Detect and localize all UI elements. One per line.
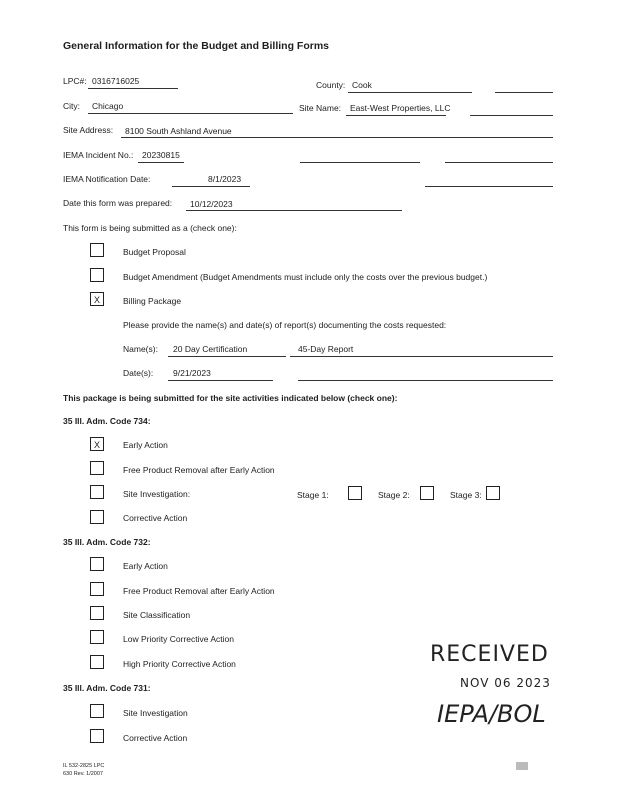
code732-high-priority-checkbox[interactable] [90, 655, 104, 669]
agency-stamp: IEPA/BOL [437, 700, 546, 728]
stage1-label: Stage 1: [297, 490, 329, 500]
prepared-line [186, 210, 402, 211]
incident-label: IEMA Incident No.: [63, 150, 134, 160]
county-value[interactable]: Cook [352, 80, 372, 90]
date1-line [168, 380, 273, 381]
names-label: Name(s): [123, 344, 158, 354]
site-name-label: Site Name: [299, 103, 342, 113]
code732-low-priority-checkbox[interactable] [90, 630, 104, 644]
code734-early-action-label: Early Action [123, 440, 168, 450]
city-label: City: [63, 101, 80, 111]
notification-extra-line [425, 186, 553, 187]
submitted-label: This form is being submitted as a (check one): [63, 223, 237, 233]
lpc-label: LPC#: [63, 76, 87, 86]
footer-revision: 630 Rev. 1/2007 [63, 771, 103, 777]
date1-value[interactable]: 9/21/2023 [173, 368, 211, 378]
received-stamp: RECEIVED [430, 642, 549, 667]
lpc-line [88, 88, 178, 89]
code731-site-investigation-checkbox[interactable] [90, 704, 104, 718]
site-address-line [121, 137, 553, 138]
code732-site-classification-label: Site Classification [123, 610, 191, 620]
stage2-checkbox[interactable] [420, 486, 434, 500]
site-name-extra-line [470, 115, 553, 116]
county-label: County: [316, 80, 346, 90]
proposal-checkbox[interactable] [90, 243, 104, 257]
code732-site-classification-checkbox[interactable] [90, 606, 104, 620]
provide-text: Please provide the name(s) and date(s) of report(s) documenting the costs requested: [123, 320, 447, 330]
stage2-label: Stage 2: [378, 490, 410, 500]
incident-extra-line [445, 162, 553, 163]
site-name-line [346, 115, 446, 116]
code734-corrective-label: Corrective Action [123, 513, 188, 523]
incident-value[interactable]: 20230815 [142, 150, 180, 160]
form-title: General Information for the Budget and Billing Forms [63, 40, 330, 52]
city-value[interactable]: Chicago [92, 101, 124, 111]
stage3-label: Stage 3: [450, 490, 482, 500]
site-address-value[interactable]: 8100 South Ashland Avenue [125, 126, 232, 136]
name2-value[interactable]: 45-Day Report [298, 344, 354, 354]
code734-site-investigation-checkbox[interactable] [90, 485, 104, 499]
code734-free-product-label: Free Product Removal after Early Action [123, 465, 275, 475]
page-mark [516, 762, 528, 770]
code734-early-action-checkbox[interactable]: X [90, 437, 104, 451]
city-line [88, 113, 293, 114]
name1-value[interactable]: 20 Day Certification [173, 344, 248, 354]
package-label: This package is being submitted for the site activities indicated below (check one): [63, 393, 398, 403]
date2-line [298, 380, 553, 381]
notification-label: IEMA Notification Date: [63, 174, 151, 184]
site-name-value[interactable]: East-West Properties, LLC [350, 103, 451, 113]
code734-site-investigation-label: Site Investigation: [123, 489, 191, 499]
code732-early-action-label: Early Action [123, 561, 168, 571]
county-extra-line [495, 92, 553, 93]
proposal-label: Budget Proposal [123, 247, 186, 257]
code732-free-product-checkbox[interactable] [90, 582, 104, 596]
amendment-label: Budget Amendment (Budget Amendments must include only the costs over the previous budget.) [123, 272, 488, 282]
code734-corrective-checkbox[interactable] [90, 510, 104, 524]
code731-corrective-checkbox[interactable] [90, 729, 104, 743]
code734-free-product-checkbox[interactable] [90, 461, 104, 475]
code731-corrective-label: Corrective Action [123, 733, 188, 743]
stage3-checkbox[interactable] [486, 486, 500, 500]
site-address-label: Site Address: [63, 125, 114, 135]
billing-label: Billing Package [123, 296, 182, 306]
code732-low-priority-label: Low Priority Corrective Action [123, 634, 235, 644]
stage1-checkbox[interactable] [348, 486, 362, 500]
lpc-value[interactable]: 0316716025 [92, 76, 140, 86]
code732-heading: 35 Ill. Adm. Code 732: [63, 537, 151, 547]
code732-free-product-label: Free Product Removal after Early Action [123, 586, 275, 596]
incident-mid-line [300, 162, 420, 163]
code732-high-priority-label: High Priority Corrective Action [123, 659, 236, 669]
county-line [348, 92, 472, 93]
notification-line [172, 186, 250, 187]
dates-label: Date(s): [123, 368, 154, 378]
amendment-checkbox[interactable] [90, 268, 104, 282]
name2-line [290, 356, 553, 357]
code732-early-action-checkbox[interactable] [90, 557, 104, 571]
billing-checkbox[interactable]: X [90, 292, 104, 306]
incident-line [138, 162, 184, 163]
notification-value[interactable]: 8/1/2023 [208, 174, 242, 184]
code731-heading: 35 Ill. Adm. Code 731: [63, 683, 151, 693]
prepared-value[interactable]: 10/12/2023 [190, 199, 233, 209]
code731-site-investigation-label: Site Investigation [123, 708, 188, 718]
received-stamp-date: NOV 06 2023 [460, 676, 551, 690]
code734-heading: 35 Ill. Adm. Code 734: [63, 416, 151, 426]
prepared-label: Date this form was prepared: [63, 198, 173, 208]
footer-form-number: IL 532-2825 LPC [63, 763, 105, 769]
name1-line [168, 356, 286, 357]
